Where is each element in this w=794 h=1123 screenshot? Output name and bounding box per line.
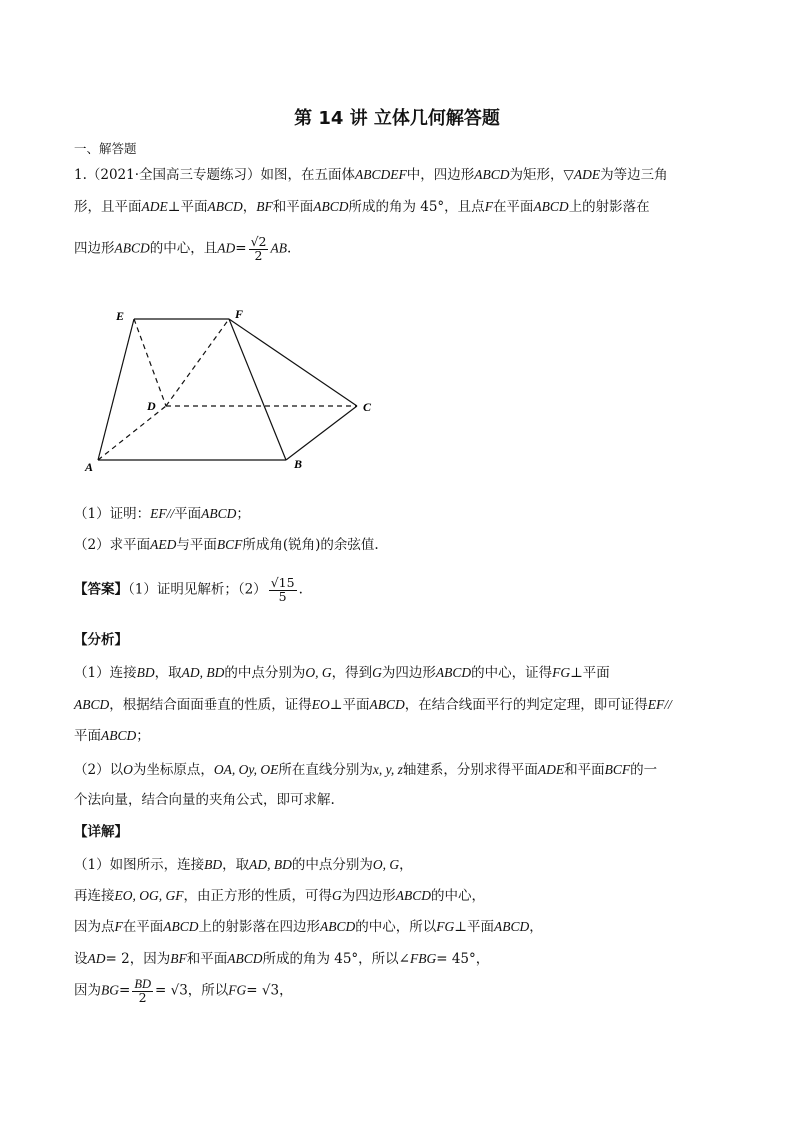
math: EO, OG, GF — [114, 888, 184, 903]
math: // — [166, 506, 175, 521]
analysis-line-1 — [74, 666, 610, 681]
math: BD — [204, 857, 223, 872]
text: （2）以 — [74, 762, 124, 778]
math: BD — [136, 665, 155, 680]
math: BCF — [216, 537, 243, 552]
math: G — [332, 888, 342, 903]
edge-fb — [229, 319, 286, 460]
math: ADE — [141, 199, 168, 214]
math: ABCD — [493, 919, 530, 934]
detail-line-1 — [74, 858, 413, 873]
math: EO — [311, 697, 330, 712]
pentahedron-figure — [80, 300, 380, 480]
text: ； — [236, 506, 250, 522]
text: 为矩形， — [509, 167, 564, 183]
math: ABCD — [435, 665, 472, 680]
text: 为四边形 — [381, 665, 436, 681]
text: = 45°， — [436, 951, 490, 967]
detail-line-5 — [74, 978, 293, 1004]
text: ， — [242, 199, 257, 215]
text: ，在结合线面平行的判定定理，即可证得 — [404, 697, 648, 713]
analysis-line-2 — [74, 698, 672, 713]
math: AD, BD — [249, 857, 292, 872]
text: = √3 — [246, 982, 280, 999]
text: 与平面 — [176, 537, 217, 553]
math: ABCD — [207, 199, 243, 214]
text: 的中点分别为 — [224, 665, 306, 681]
problem-line-2 — [74, 200, 650, 215]
denominator: 5 — [278, 588, 287, 604]
math: AD — [87, 951, 106, 966]
text: 上的射影落在 — [568, 199, 650, 215]
numerator: BD — [134, 977, 151, 991]
edge-ed — [134, 319, 166, 406]
question-1 — [74, 507, 250, 522]
text: ，得到 — [331, 665, 373, 681]
fraction — [269, 577, 297, 603]
math: ABCD — [474, 167, 510, 182]
text: ， — [279, 982, 293, 999]
text: 平面 — [74, 728, 101, 744]
detail-line-4 — [74, 952, 489, 967]
text: 和平面 — [564, 762, 605, 778]
text: . — [298, 581, 303, 598]
math: EF — [150, 506, 167, 521]
problem-line-1 — [74, 168, 668, 183]
fraction — [132, 978, 153, 1004]
math: G — [372, 665, 382, 680]
text: 因为 — [74, 982, 101, 999]
numerator: √2 — [250, 234, 267, 249]
text: （1）连接 — [74, 665, 137, 681]
label-a: A — [85, 460, 94, 474]
text: ， — [399, 857, 413, 873]
math: x, y, z — [372, 762, 403, 777]
math: ABCD — [114, 240, 150, 256]
edge-ad — [98, 406, 166, 460]
edge-df — [166, 319, 229, 406]
math: ABCD — [395, 888, 431, 903]
math: ADE — [537, 762, 565, 777]
math: BG — [101, 982, 119, 998]
math: FG — [552, 665, 571, 680]
math: AD — [217, 240, 236, 256]
label-f: F — [235, 307, 244, 321]
text: = — [235, 240, 247, 257]
label-d: D — [147, 399, 156, 413]
text: 个法向量，结合向量的夹角公式，即可求解. — [74, 792, 335, 808]
text: 四边形 — [74, 240, 115, 257]
text: 上的射影落在四边形 — [198, 919, 320, 935]
math: AB — [270, 240, 287, 256]
text: 为坐标原点， — [132, 762, 214, 778]
text: 的一 — [630, 762, 658, 778]
math: F — [114, 919, 123, 934]
text: 和平面 — [272, 199, 314, 215]
math: ABCD — [313, 199, 349, 214]
math: ABCD — [74, 697, 110, 712]
math: ABCD — [163, 919, 199, 934]
text: = — [119, 982, 131, 999]
question-2 — [74, 538, 379, 553]
text: 为四边形 — [341, 888, 396, 904]
text: （2）求平面 — [74, 537, 151, 553]
math: O, G — [305, 665, 332, 680]
text: ， — [529, 919, 543, 935]
math: AED — [150, 537, 177, 552]
detail-line-2 — [74, 889, 485, 904]
text: 所成的角为 45°，所以∠ — [262, 951, 410, 967]
text: 在平面 — [492, 199, 534, 215]
math: BF — [170, 951, 187, 966]
section-heading: 一、解答题 — [74, 141, 137, 156]
math: FG — [228, 982, 247, 998]
text: ⊥平面 — [167, 199, 208, 215]
text: （1）证明： — [74, 506, 151, 522]
numerator: √15 — [270, 575, 295, 590]
text: 的中心， — [431, 888, 485, 904]
math: ABCDEF — [355, 167, 407, 182]
text: （1）如图所示，连接 — [74, 857, 205, 873]
text: ⊥平面 — [454, 919, 494, 935]
text: 所在直线分别为 — [278, 762, 373, 778]
math: BF — [256, 199, 273, 214]
analysis-line-4 — [74, 763, 657, 778]
math: ABCD — [320, 919, 356, 934]
edge-ea — [98, 319, 134, 460]
text: 的中心，证得 — [471, 665, 553, 681]
text: ； — [136, 728, 150, 744]
math: EF — [647, 697, 665, 712]
math: ABCD — [101, 728, 137, 743]
analysis-line-3 — [74, 729, 150, 744]
answer-label: 【答案】 — [74, 581, 128, 598]
label-c: C — [363, 400, 372, 414]
denominator: 2 — [138, 989, 147, 1005]
math: BCF — [604, 762, 631, 777]
text: 再连接 — [74, 888, 115, 904]
text: ，根据结合面面垂直的性质，证得 — [109, 697, 312, 713]
text: （1）证明见解析；（2） — [128, 581, 267, 598]
math: ABCD — [201, 506, 237, 521]
math: F — [484, 199, 493, 214]
edge-fc — [229, 319, 357, 406]
math: O — [123, 762, 133, 777]
text: ，所以 — [187, 982, 229, 999]
text: 所成的角为 45°，且点 — [348, 199, 485, 215]
text: 为等边三角 — [600, 167, 668, 183]
text: ，取 — [154, 665, 182, 681]
text: 的中心，所以 — [355, 919, 437, 935]
analysis-line-5 — [74, 794, 335, 808]
text: 因为点 — [74, 919, 115, 935]
text: 轴建系，分别求得平面 — [402, 762, 538, 778]
label-b: B — [294, 457, 303, 471]
text: ，由正方形的性质，可得 — [183, 888, 332, 904]
text: 的中点分别为 — [291, 857, 373, 873]
analysis-label: 【分析】 — [74, 632, 128, 648]
math: ABCD — [533, 199, 569, 214]
detail-label: 【详解】 — [74, 824, 128, 840]
math: AD, BD — [181, 665, 225, 680]
text: ⊥平面 — [329, 697, 370, 713]
fraction — [249, 236, 269, 262]
math: O, G — [372, 857, 400, 872]
text: 设 — [74, 951, 88, 967]
text: = 2，因为 — [105, 951, 171, 967]
edge-bc — [286, 406, 357, 460]
text: 的中心，且 — [149, 240, 218, 257]
problem-line-3 — [74, 236, 291, 262]
math: ▽ADE — [563, 167, 601, 182]
text: 中，四边形 — [406, 167, 475, 183]
label-e: E — [116, 309, 125, 323]
text: 1.（2021·全国高三专题练习）如图，在五面体 — [74, 167, 356, 183]
math: FG — [436, 919, 455, 934]
text: ⊥平面 — [570, 665, 610, 681]
math: OA, Oy, OE — [213, 762, 279, 777]
page-title: 第 14 讲 立体几何解答题 — [294, 108, 500, 129]
math: FBG — [409, 951, 437, 966]
math: ABCD — [369, 697, 405, 712]
text: . — [286, 240, 292, 257]
text: 平面 — [174, 506, 202, 522]
detail-line-3 — [74, 920, 543, 935]
text: 形，且平面 — [74, 199, 142, 215]
text: = √3 — [154, 982, 188, 999]
text: 所成角(锐角)的余弦值. — [242, 537, 379, 553]
math: ABCD — [227, 951, 263, 966]
text: 在平面 — [122, 919, 164, 935]
text: ，取 — [222, 857, 250, 873]
math: // — [664, 697, 672, 712]
denominator: 2 — [254, 247, 263, 263]
answer-line — [74, 577, 303, 603]
text: 和平面 — [186, 951, 228, 967]
